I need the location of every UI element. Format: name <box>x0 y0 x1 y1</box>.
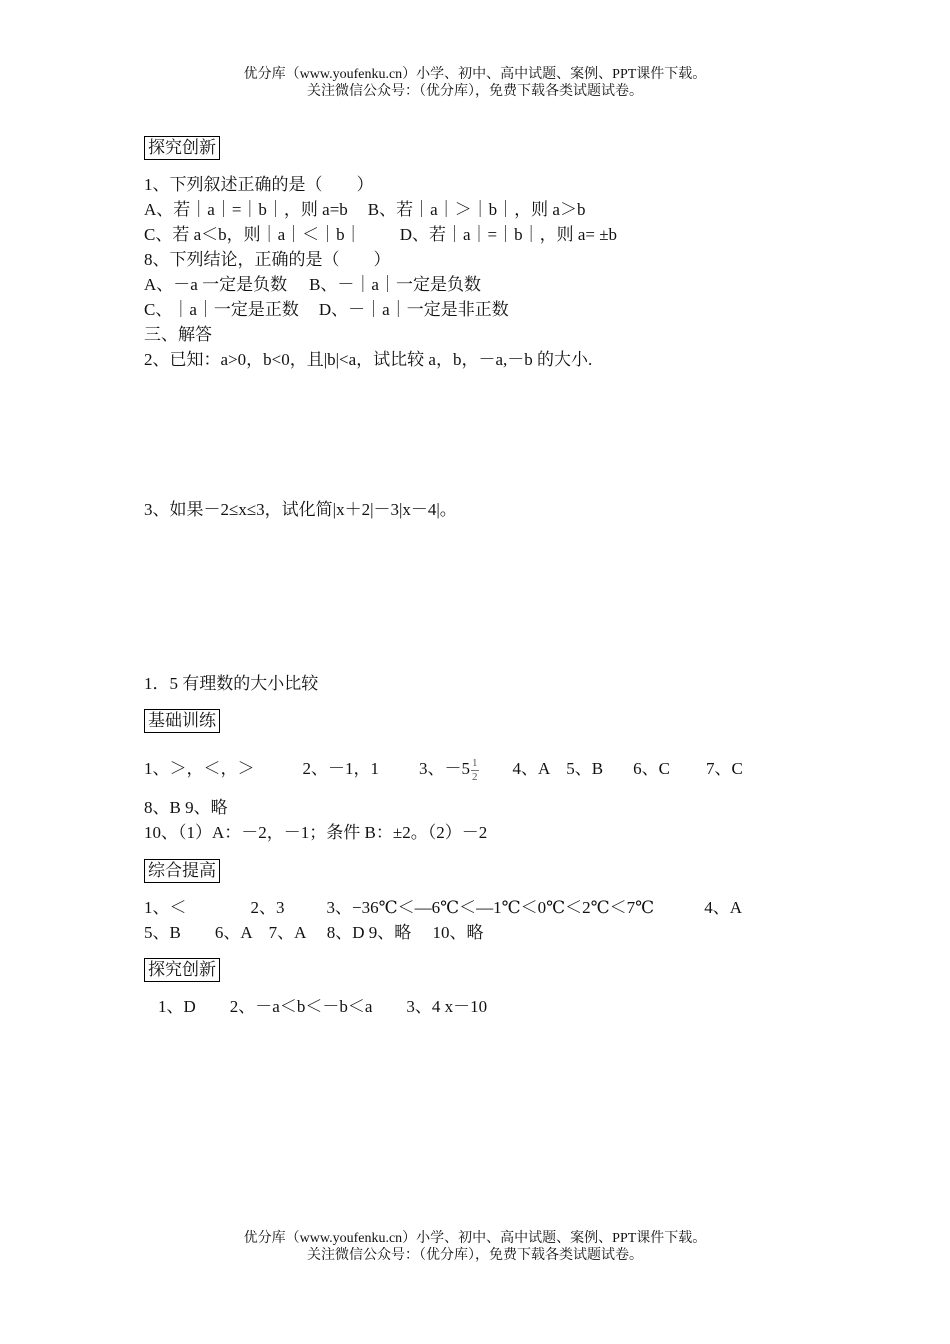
question-1-options-cd <box>144 224 617 246</box>
footer-line-1: 优分库（www.youfenku.cn）小学、初中、高中试题、案例、PPT课件下载。 <box>243 1231 707 1246</box>
answers-title: 1．5 有理数的大小比较 <box>144 674 319 693</box>
basic-answer-3: 3、－5 <box>419 759 470 778</box>
option-b: B、若｜a｜＞｜b｜，则 a＞b <box>367 200 586 219</box>
section-heading-explore: 探究创新 <box>144 136 220 160</box>
comp-answer-2: 2、3 <box>250 898 285 917</box>
section-heading-basic: 基础训练 <box>144 709 220 733</box>
basic-answer-2: 2、－1，1 <box>302 759 379 778</box>
fraction-denominator: 2 <box>472 770 478 783</box>
fraction-half <box>471 757 479 784</box>
section-heading-explore-answers: 探究创新 <box>144 958 220 982</box>
basic-answers-row-2: 8、B 9、略 <box>144 798 228 817</box>
basic-answer-1: 1、＞，＜，＞ <box>144 759 255 778</box>
basic-answer-7: 7、C <box>705 759 743 778</box>
question-8-options-ab <box>144 274 481 296</box>
fraction-numerator: 1 <box>472 756 478 769</box>
problem-3: 3、如果－2≤x≤3，试化简|x＋2|－3|x－4|。 <box>144 500 457 519</box>
question-8: 8、下列结论，正确的是（ ） <box>144 250 391 269</box>
question-1-options-ab <box>144 199 585 221</box>
footer-line-2: 关注微信公众号：（优分库），免费下载各类试题试卷。 <box>307 1248 643 1263</box>
basic-answer-4: 4、A <box>512 759 551 778</box>
header-line-2: 关注微信公众号：（优分库），免费下载各类试题试卷。 <box>307 84 643 99</box>
page-header <box>0 66 950 100</box>
explore-answers: 1、D 2、－a＜b＜－b＜a 3、4 x－10 <box>158 997 488 1016</box>
header-line-1: 优分库（www.youfenku.cn）小学、初中、高中试题、案例、PPT课件下载。 <box>243 67 707 82</box>
comp-answer-1: 1、＜ <box>144 898 187 917</box>
page-footer <box>0 1230 950 1264</box>
part-three-heading: 三、解答 <box>144 325 212 344</box>
comp-answers-row-1 <box>144 897 742 919</box>
basic-answer-5: 5、B <box>566 759 604 778</box>
question-8-options-cd <box>144 299 509 321</box>
comp-answer-4: 4、A <box>704 898 742 917</box>
basic-answers-row-3: 10、（1）A：－2，－1；条件 B：±2。（2）－2 <box>144 823 488 842</box>
basic-answer-6: 6、C <box>633 759 670 778</box>
option-a: A、－a 一定是负数 <box>144 275 288 294</box>
option-b: B、－｜a｜一定是负数 <box>309 275 481 294</box>
basic-answers-row-1 <box>144 752 743 786</box>
comp-answer-3: 3、−36℃＜—6℃＜—1℃＜0℃＜2℃＜7℃ <box>326 898 655 917</box>
option-d: D、若｜a｜=｜b｜，则 a= ±b <box>399 225 618 244</box>
option-d: D、－｜a｜一定是非正数 <box>318 300 509 319</box>
question-1: 1、下列叙述正确的是（ ） <box>144 175 374 194</box>
option-c: C、若 a＜b，则｜a｜＜｜b｜ <box>144 225 362 244</box>
comp-answers-row-2: 5、B 6、A 7、A 8、D 9、略 10、略 <box>144 923 484 942</box>
option-c: C、｜a｜一定是正数 <box>144 300 299 319</box>
problem-2: 2、已知：a>0，b<0，且|b|<a，试比较 a，b，－a,－b 的大小. <box>144 350 593 369</box>
option-a: A、若｜a｜=｜b｜，则 a=b <box>144 200 348 219</box>
section-heading-comprehensive: 综合提高 <box>144 859 220 883</box>
